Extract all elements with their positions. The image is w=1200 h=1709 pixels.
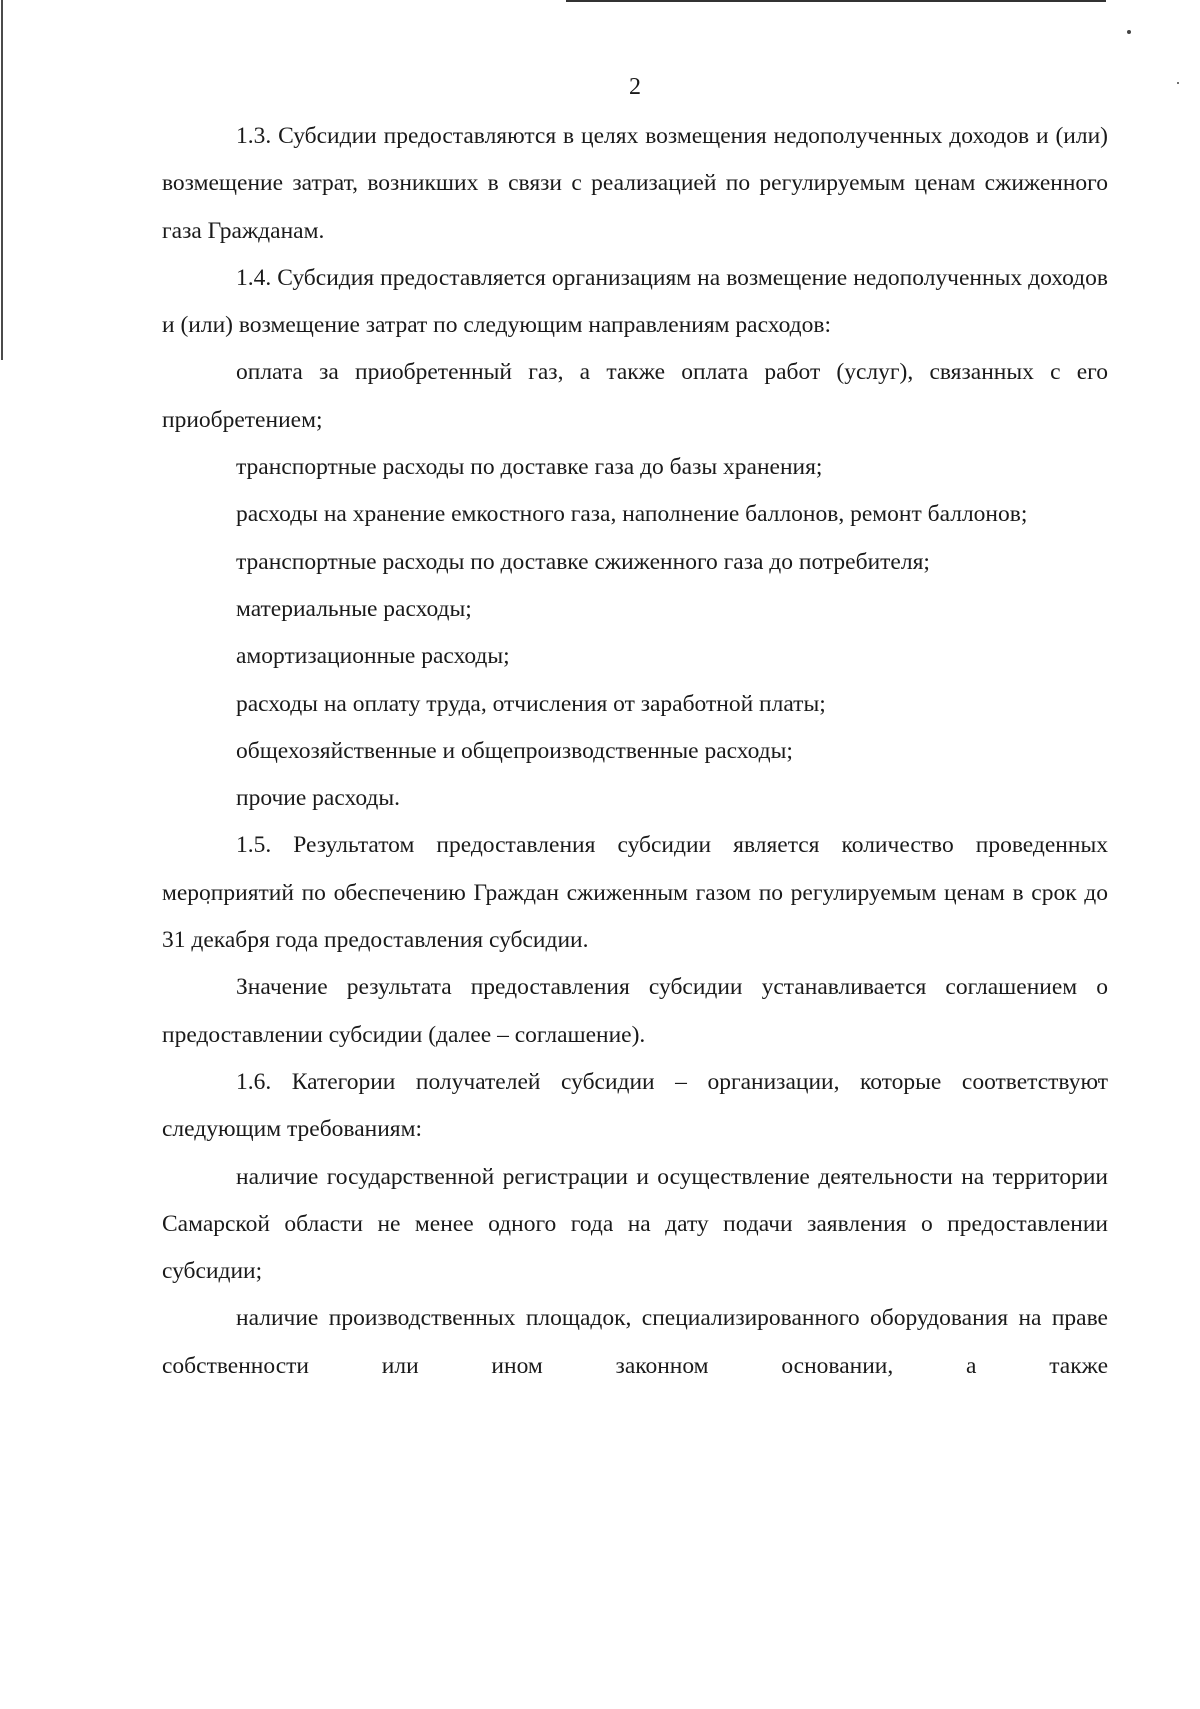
list-item-expense: транспортные расходы по доставке газа до базы хранения;: [236, 454, 823, 481]
list-item-expense: расходы на оплату труда, отчисления от заработной платы;: [236, 690, 826, 717]
page-number: 2: [629, 74, 641, 100]
paragraph-1-6: 1.6. Категории получателей субсидии – организации, которые соответствуют следующим требованиям:: [162, 1068, 1108, 1143]
scan-speck: [1127, 30, 1131, 34]
scan-top-line: [566, 0, 1106, 2]
list-item-expense: транспортные расходы по доставке сжиженного газа до потребителя;: [236, 548, 930, 575]
document-body: [162, 113, 1108, 1390]
list-item-expense: общехозяйственные и общепроизводственные расходы;: [236, 737, 793, 764]
list-item-requirement: наличие государственной регистрации и осуществление деятельности на территории Самарской области не менее одного года на дату подачи заявления о предоставлении субсидии;: [162, 1163, 1108, 1285]
paragraph-result-value: Значение результата предоставления субсидии устанавливается соглашением о предоставлении субсидии (далее – соглашение).: [162, 974, 1108, 1048]
paragraph-1-3: 1.3. Субсидии предоставляются в целях возмещения недополученных доходов и (или) возмещение затрат, возникших в связи с реализацией по регулируемым ценам сжиженного газа Гражданам.: [162, 123, 1108, 244]
list-item-expense: материальные расходы;: [236, 595, 472, 622]
scan-edge-mark: [1, 0, 3, 360]
list-item-requirement: наличие производственных площадок, специализированного оборудования на праве собственности или ином законном основании, а также: [162, 1305, 1108, 1379]
list-item-expense: амортизационные расходы;: [236, 643, 510, 670]
list-item-expense: расходы на хранение емкостного газа, наполнение баллонов, ремонт баллонов;: [236, 501, 1028, 528]
list-item-expense: прочие расходы.: [236, 785, 401, 812]
list-item-expense: оплата за приобретенный газ, а также оплата работ (услуг), связанных с его приобретением;: [162, 359, 1108, 433]
paragraph-1-4: 1.4. Субсидия предоставляется организациям на возмещение недополученных доходов и (или) возмещение затрат по следующим направлениям расходов:: [162, 264, 1108, 339]
paragraph-1-5: 1.5. Результатом предоставления субсидии является количество проведенных мероприятий по обеспечению Граждан сжиженным газом по регулируемым ценам в срок до 31 декабря года предоставления субсидии.: [162, 832, 1108, 954]
